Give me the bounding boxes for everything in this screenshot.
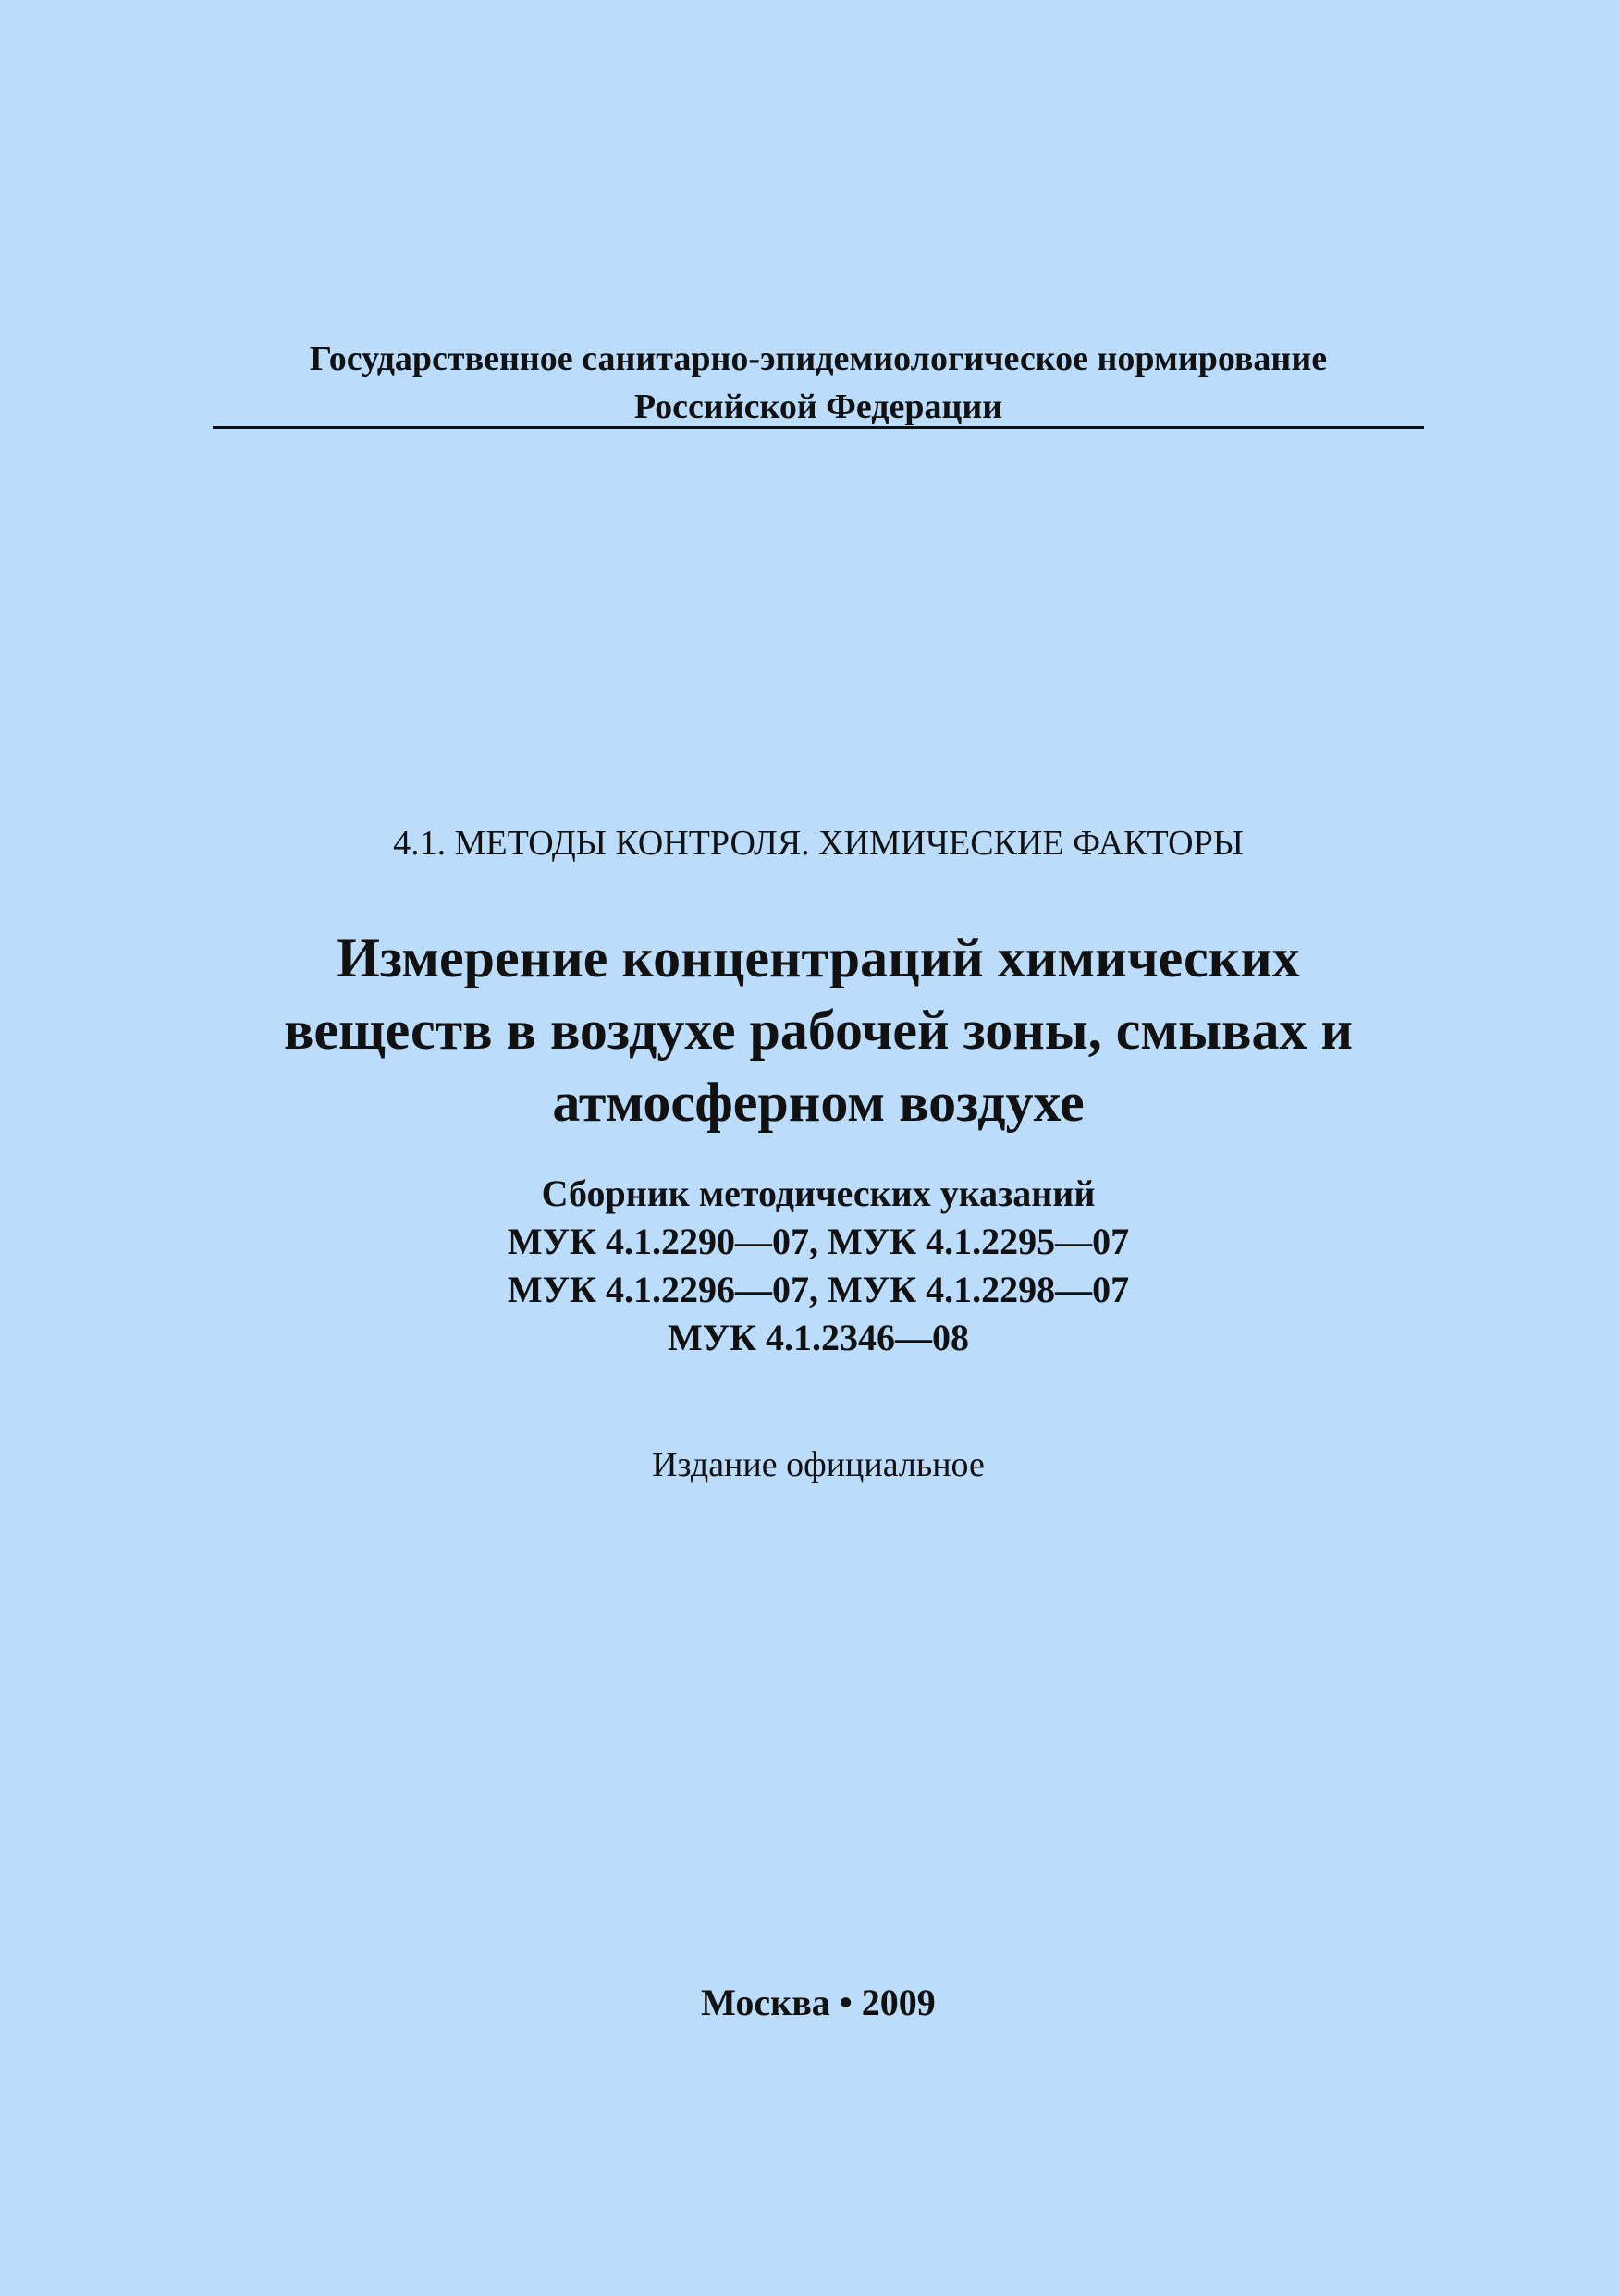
title-line: Измерение концентраций химических	[337, 927, 1300, 988]
imprint-city-year: Москва • 2009	[701, 1982, 936, 2023]
subtitle-line: МУК 4.1.2296—07, МУК 4.1.2298—07	[507, 1269, 1130, 1310]
subtitle-line: МУК 4.1.2346—08	[667, 1317, 970, 1358]
edition-note: Издание официальное	[652, 1445, 985, 1484]
header-divider	[213, 426, 1424, 429]
series-heading: 4.1. МЕТОДЫ КОНТРОЛЯ. ХИМИЧЕСКИЕ ФАКТОРЫ	[393, 824, 1244, 863]
subtitle-line: Сборник методических указаний	[541, 1173, 1096, 1214]
header-line: Российской Федерации	[633, 387, 1003, 426]
title-line: атмосферном воздухе	[552, 1072, 1085, 1133]
title-line: веществ в воздухе рабочей зоны, смывах и	[283, 1000, 1354, 1061]
header-line: Государственное санитарно-эпидемиологическое нормирование	[309, 339, 1328, 378]
collection-subtitle	[213, 1170, 1424, 1362]
subtitle-line: МУК 4.1.2290—07, МУК 4.1.2295—07	[507, 1221, 1130, 1262]
document-title	[166, 922, 1470, 1138]
issuing-authority-header	[213, 335, 1424, 431]
